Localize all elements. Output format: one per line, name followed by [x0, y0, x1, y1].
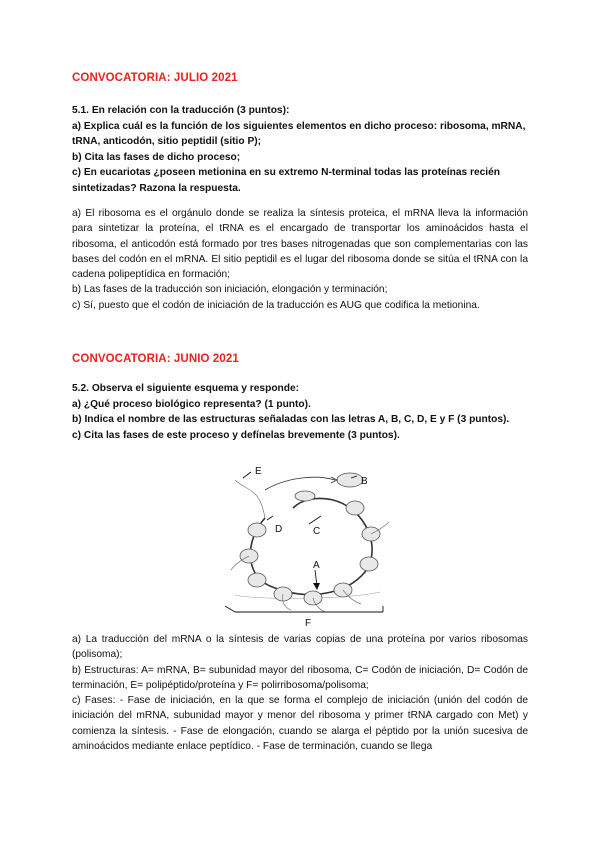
label-B: B: [361, 476, 368, 487]
question-part-c: c) En eucariotas ¿poseen metionina en su extremo N-terminal todas las proteínas recién sintetizadas? Razona la respuesta.: [72, 167, 500, 194]
question-part-b: b) Cita las fases de dicho proceso;: [72, 151, 241, 163]
answer-part-c: c) Fases: - Fase de iniciación, en la que se forma el complejo de iniciación (unión del codón de iniciación del mRNA, subunidad mayor y menor del ribosoma y primer tRNA cargado con Met) y comienza la síntesis. - Fase de elongación, cuando se alarga el péptido por la unión sucesiva de aminoácidos mediante enlace peptídico. - Fase de terminación, cuando se llega: [72, 695, 528, 753]
question-part-a: a) Explica cuál es la función de los siguientes elementos en dicho proceso: ribosoma, mRNA, tRNA, anticodón, sitio peptidil (sitio P);: [72, 120, 526, 147]
question-title: 5.2. Observa el siguiente esquema y responde:: [72, 383, 300, 394]
answer-part-c: c) Sí, puesto que el codón de iniciación de la traducción es AUG que codifica la metionina.: [72, 299, 480, 311]
polysome-svg: [205, 460, 395, 630]
question-block-5-1: [72, 103, 528, 196]
answer-block-5-2: [72, 632, 528, 754]
section-heading: CONVOCATORIA: JUNIO 2021: [72, 353, 239, 365]
label-E: E: [255, 466, 262, 477]
label-A: A: [313, 560, 320, 571]
ribosome: [360, 557, 378, 571]
section-heading: CONVOCATORIA: JULIO 2021: [72, 72, 238, 84]
section-junio-2021: [72, 353, 528, 365]
question-part-c: c) Cita las fases de este proceso y defínelas brevemente (3 puntos).: [72, 429, 400, 441]
answer-part-a: a) El ribosoma es el orgánulo donde se realiza la síntesis proteica, el mRNA lleva la información para sintetizar la proteína, el tRNA es el encargado de transportar los aminoácidos hasta el ribosoma, el anticodón está formado por tres bases nitrogenadas que son complementarias con las bases del codón en el mRNA. El sitio peptidil es el lugar del ribosoma donde se sitúa el tRNA con la cadena polipeptídica en formación;: [72, 208, 528, 281]
answer-block-5-1: [72, 206, 528, 313]
question-title: 5.1. En relación con la traducción (3 puntos):: [72, 105, 290, 116]
label-D: D: [275, 524, 283, 535]
ribosome: [248, 573, 266, 587]
ribosome: [248, 523, 266, 537]
ribosome-large-subunit-B: [337, 473, 363, 487]
question-part-a: a) ¿Qué proceso biológico representa? (1 punto).: [72, 398, 311, 410]
label-F: F: [305, 618, 312, 629]
ribosome-small-subunit: [295, 491, 315, 501]
answer-part-b: b) Las fases de la traducción son iniciación, elongación y terminación;: [72, 284, 388, 296]
section-julio-2021: [72, 72, 528, 84]
answer-part-b: b) Estructuras: A= mRNA, B= subunidad mayor del ribosoma, C= Codón de iniciación, D= Codón de terminación, E= polipéptido/proteína y F= polirribosoma/polisoma;: [72, 664, 528, 691]
question-part-b: b) Indica el nombre de las estructuras señaladas con las letras A, B, C, D, E y F (3 puntos).: [72, 414, 510, 425]
answer-part-a: a) La traducción del mRNA o la síntesis de varias copias de una proteína por varios ribosomas (polisoma);: [72, 634, 528, 661]
polysome-diagram: [205, 460, 395, 630]
question-block-5-2: [72, 381, 528, 443]
ribosome: [346, 501, 364, 515]
label-C: C: [313, 526, 321, 537]
